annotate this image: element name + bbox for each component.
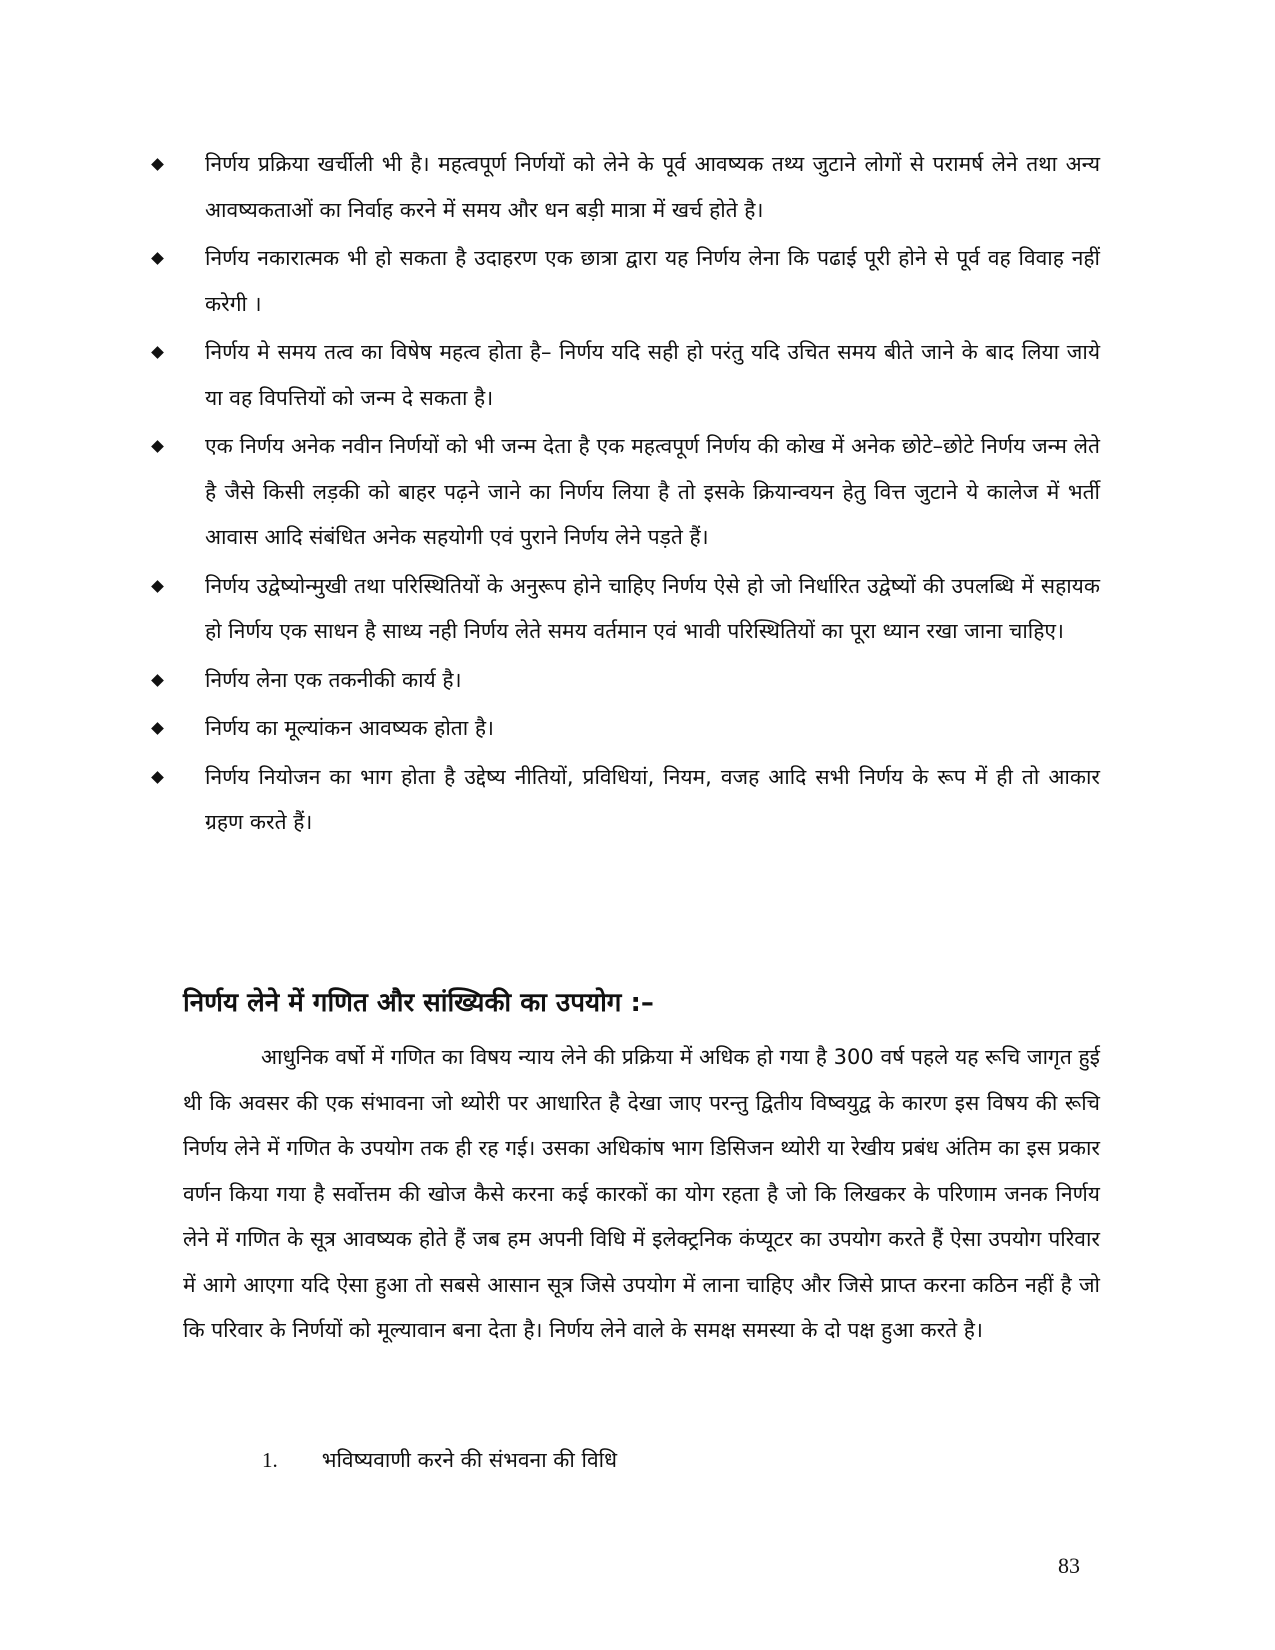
bullet-text: निर्णय लेना एक तकनीकी कार्य है। <box>205 667 462 692</box>
bullet-item <box>0 658 1100 704</box>
bullet-text: निर्णय का मूल्यांकन आवष्यक होता है। <box>205 716 494 740</box>
diamond-bullet-icon <box>151 440 164 453</box>
diamond-bullet-icon <box>151 252 164 265</box>
bullet-text: निर्णय मे समय तत्व का विषेष महत्व होता है– निर्णय यदि सही हो परंतु यदि उचित समय बीते जाने के बाद लिया जाये या वह विपत्तियों को जन्म दे सकता है। <box>205 340 1100 410</box>
diamond-bullet-icon <box>151 722 164 735</box>
bullet-item <box>0 424 1100 561</box>
diamond-bullet-icon <box>151 771 164 784</box>
bullet-text: निर्णय प्रक्रिया खर्चीली भी है। महत्वपूर्ण निर्णयों को लेने के पूर्व आवष्यक तथ्य जुटाने लोगों से परामर्ष लेने तथा अन्य आवष्यकताओं का निर्वाह करने में समय और धन बड़ी मात्रा में खर्च होते है। <box>205 152 1100 222</box>
bullet-item <box>0 330 1100 421</box>
numbered-list-item <box>262 1440 617 1480</box>
diamond-bullet-icon <box>151 158 164 171</box>
bullet-text: एक निर्णय अनेक नवीन निर्णयों को भी जन्म देता है एक महत्वपूर्ण निर्णय की कोख में अनेक छोटे–छोटे निर्णय जन्म लेते है जैसे किसी लड़की को बाहर पढ़ने जाने का निर्णय लिया है तो इसके क्रियान्वयन हेतु वित्त जुटाने ये कालेज में भर्ती आवास आदि संबंधित अनेक सहयोगी एवं पुराने निर्णय लेने पड़ते हैं। <box>205 434 1100 549</box>
bullet-item <box>0 755 1100 846</box>
bullet-text: निर्णय नियोजन का भाग होता है उद्देष्य नीतियों, प्रविधियां, नियम, वजह आदि सभी निर्णय के रूप में ही तो आकार ग्रहण करते हैं। <box>205 764 1100 834</box>
diamond-bullet-icon <box>151 346 164 359</box>
list-number: 1. <box>262 1448 278 1472</box>
bullet-text: निर्णय नकारात्मक भी हो सकता है उदाहरण एक छात्रा द्वारा यह निर्णय लेना कि पढाई पूरी होने से पूर्व वह विवाह नहीं करेगी । <box>205 246 1100 316</box>
bullet-item <box>0 564 1100 655</box>
diamond-bullet-icon <box>151 674 164 687</box>
section-paragraph: आधुनिक वर्षो में गणित का विषय न्याय लेने की प्रक्रिया में अधिक हो गया है 300 वर्ष पहले यह रूचि जागृत हुई थी कि अवसर की एक संभावना जो थ्योरी पर आधारित है देखा जाए परन्तु द्वितीय विष्वयुद्व के कारण इस विषय की रूचि निर्णय लेने में गणित के उपयोग तक ही रह गई। उसका अधिकांष भाग डिसिजन थ्योरी या रेखीय प्रबंध अंतिम का इस प्रकार वर्णन किया गया है सर्वोत्तम की खोज कैसे करना कई कारकों का योग रहता है जो कि लिखकर के परिणाम जनक निर्णय लेने में गणित के सूत्र आवष्यक होते हैं जब हम अपनी विधि में इलेक्ट्रनिक कंप्यूटर का उपयोग करते हैं ऐसा उपयोग परिवार में आगे आएगा यदि ऐसा हुआ तो सबसे आसान सूत्र जिसे उपयोग में लाना चाहिए और जिसे प्राप्त करना कठिन नहीं है जो कि परिवार के निर्णयों को मूल्यावान बना देता है। निर्णय लेने वाले के समक्ष समस्या के दो पक्ष हुआ करते है। <box>183 1045 1100 1342</box>
bullet-text: निर्णय उद्वेष्योन्मुखी तथा परिस्थितियों के अनुरूप होने चाहिए निर्णय ऐसे हो जो निर्धारित उद्वेष्यों की उपलब्धि में सहायक हो निर्णय एक साधन है साध्य नही निर्णय लेते समय वर्तमान एवं भावी परिस्थितियों का पूरा ध्यान रखा जाना चाहिए। <box>205 573 1100 643</box>
diamond-bullet-icon <box>151 580 164 593</box>
bullet-item <box>0 236 1100 327</box>
bullet-list <box>0 142 1275 849</box>
list-item-text: भविष्यवाणी करने की संभवना की विधि <box>321 1448 618 1472</box>
bullet-item <box>0 706 1100 752</box>
page-number: 83 <box>1058 1553 1080 1578</box>
bullet-item <box>0 142 1100 233</box>
section-heading: निर्णय लेने में गणित और सांख्यिकी का उपयोग :– <box>183 988 654 1018</box>
